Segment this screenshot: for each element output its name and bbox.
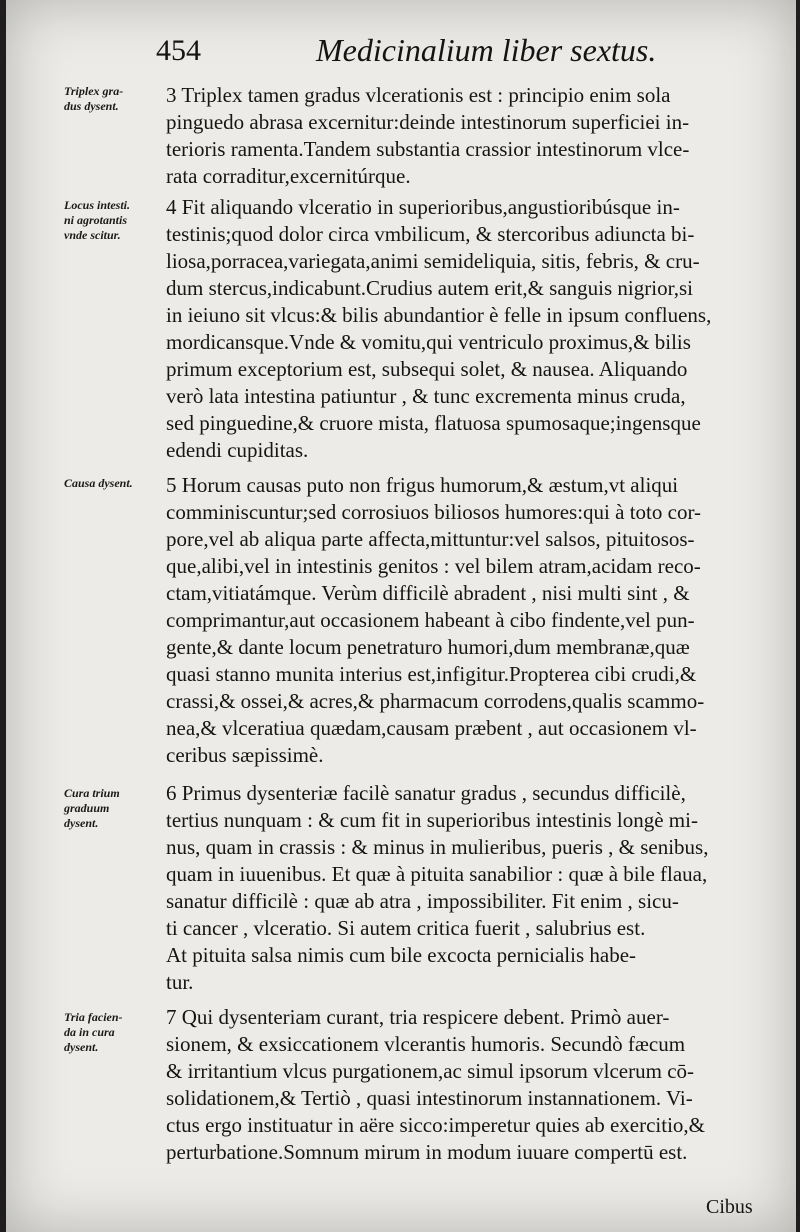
margin-note-line: da in cura (64, 1025, 115, 1039)
text-line: sionem, & exsiccationem vlcerantis humoris. Secundò fæcum (166, 1032, 686, 1056)
paragraph-5 (166, 472, 786, 769)
text-line: crassi,& ossei,& acres,& pharmacum corrodens,qualis scammo- (166, 689, 705, 713)
text-line: nus, quam in crassis : & minus in mulieribus, pueris , & senibus, (166, 835, 709, 859)
text-line: 5 Horum causas puto non frigus humorum,& æstum,vt aliqui (166, 473, 679, 497)
text-line: ctam,vitiatámque. Verùm difficilè abradent , nisi multi sint , & (166, 581, 690, 605)
paragraph-3 (166, 82, 786, 190)
paragraph-6 (166, 780, 786, 996)
text-line: gente,& dante locum penetraturo humori,dum membranæ,quæ (166, 635, 690, 659)
text-line: mordicansque.Vnde & vomitu,qui ventriculo proximus,& bilis (166, 330, 691, 354)
margin-note-line: Triplex gra- (64, 84, 124, 98)
paragraph-4 (166, 194, 786, 464)
margin-note-line: Locus intesti. (64, 198, 131, 212)
text-line: pinguedo abrasa excernitur:deinde intestinorum superficiei in- (166, 110, 690, 134)
margin-note-line: dus dysent. (64, 99, 119, 113)
text-line: edendi cupiditas. (166, 438, 309, 462)
margin-note-causa (64, 476, 168, 491)
margin-note-line: graduum (64, 801, 110, 815)
text-line: liosa,porracea,variegata,animi semideliquia, sitis, febris, & cru- (166, 249, 700, 273)
text-line: solidationem,& Tertiò , quasi intestinorum instannationem. Vi- (166, 1086, 693, 1110)
text-line: tur. (166, 970, 194, 994)
margin-note-line: Cura trium (64, 786, 120, 800)
page-header (156, 28, 776, 72)
catchword: Cibus (706, 1196, 753, 1218)
text-line: 6 Primus dysenteriæ facilè sanatur gradus , secundus difficilè, (166, 781, 686, 805)
text-line: ctus ergo instituatur in aëre sicco:imperetur quies ab exercitio,& (166, 1113, 706, 1137)
text-line: At pituita salsa nimis cum bile excocta pernicialis habe- (166, 943, 637, 967)
text-line: perturbatione.Somnum mirum in modum iuuare compertū est. (166, 1140, 688, 1164)
running-title: Medicinalium liber sextus. (316, 32, 657, 68)
text-line: que,alibi,vel in intestinis genitos : vel bilem atram,acidam reco- (166, 554, 701, 578)
margin-note-triplex-gradus (64, 84, 168, 114)
book-page (6, 0, 796, 1232)
text-line: primum exceptorium est, subsequi solet, & nausea. Aliquando (166, 357, 688, 381)
text-line: terioris ramenta.Tandem substantia crassior intestinorum vlce- (166, 137, 690, 161)
text-line: quam in iuuenibus. Et quæ à pituita sanabilior : quæ à bile flaua, (166, 862, 708, 886)
text-line: pore,vel ab aliqua parte affecta,mittuntur:vel salsos, pituitosos- (166, 527, 695, 551)
text-line: & irritantium vlcus purgationem,ac simul ipsorum vlcerum cō- (166, 1059, 695, 1083)
text-line: quasi stanno munita interius est,infigitur.Propterea cibi crudi,& (166, 662, 697, 686)
text-line: in ieiuno sit vlcus:& bilis abundantior è felle in ipsum confluens, (166, 303, 712, 327)
paragraph-7 (166, 1004, 786, 1166)
text-line: comprimantur,aut occasionem habeant à cibo findente,vel pun- (166, 608, 695, 632)
margin-note-locus (64, 198, 168, 243)
text-line: comminiscuntur;sed corrosiuos biliosos humores:qui à toto cor- (166, 500, 702, 524)
text-line: sed pinguedine,& cruore mista, flatuosa spumosaque;ingensque (166, 411, 701, 435)
text-line: 7 Qui dysenteriam curant, tria respicere debent. Primò auer- (166, 1005, 670, 1029)
text-line: ti cancer , vlceratio. Si autem critica fuerit , salubrius est. (166, 916, 646, 940)
text-line: 3 Triplex tamen gradus vlcerationis est : principio enim sola (166, 83, 671, 107)
text-line: sanatur difficilè : quæ ab atra , impossibiliter. Fit enim , sicu- (166, 889, 679, 913)
text-line: verò lata intestina patiuntur , & tunc excrementa minus cruda, (166, 384, 686, 408)
text-line: 4 Fit aliquando vlceratio in superioribus,angustioribúsque in- (166, 195, 680, 219)
margin-note-cura (64, 786, 168, 831)
text-line: ceribus sæpissimè. (166, 743, 324, 767)
margin-note-line: Causa dysent. (64, 476, 133, 490)
text-line: nea,& vlceratiua quædam,causam præbent , aut occasionem vl- (166, 716, 697, 740)
margin-note-line: Tria facien- (64, 1010, 123, 1024)
margin-note-line: vnde scitur. (64, 228, 121, 242)
text-line: rata corraditur,excernitúrque. (166, 164, 411, 188)
margin-note-tria (64, 1010, 168, 1055)
text-line: testinis;quod dolor circa vmbilicum, & stercoribus adiuncta bi- (166, 222, 695, 246)
page-number: 454 (156, 34, 201, 67)
margin-note-line: dysent. (64, 1040, 99, 1054)
text-line: dum stercus,indicabunt.Crudius autem erit,& sanguis nigrior,si (166, 276, 693, 300)
margin-note-line: dysent. (64, 816, 99, 830)
margin-note-line: ni agrotantis (64, 213, 128, 227)
text-line: tertius nunquam : & cum fit in superioribus intestinis longè mi- (166, 808, 698, 832)
